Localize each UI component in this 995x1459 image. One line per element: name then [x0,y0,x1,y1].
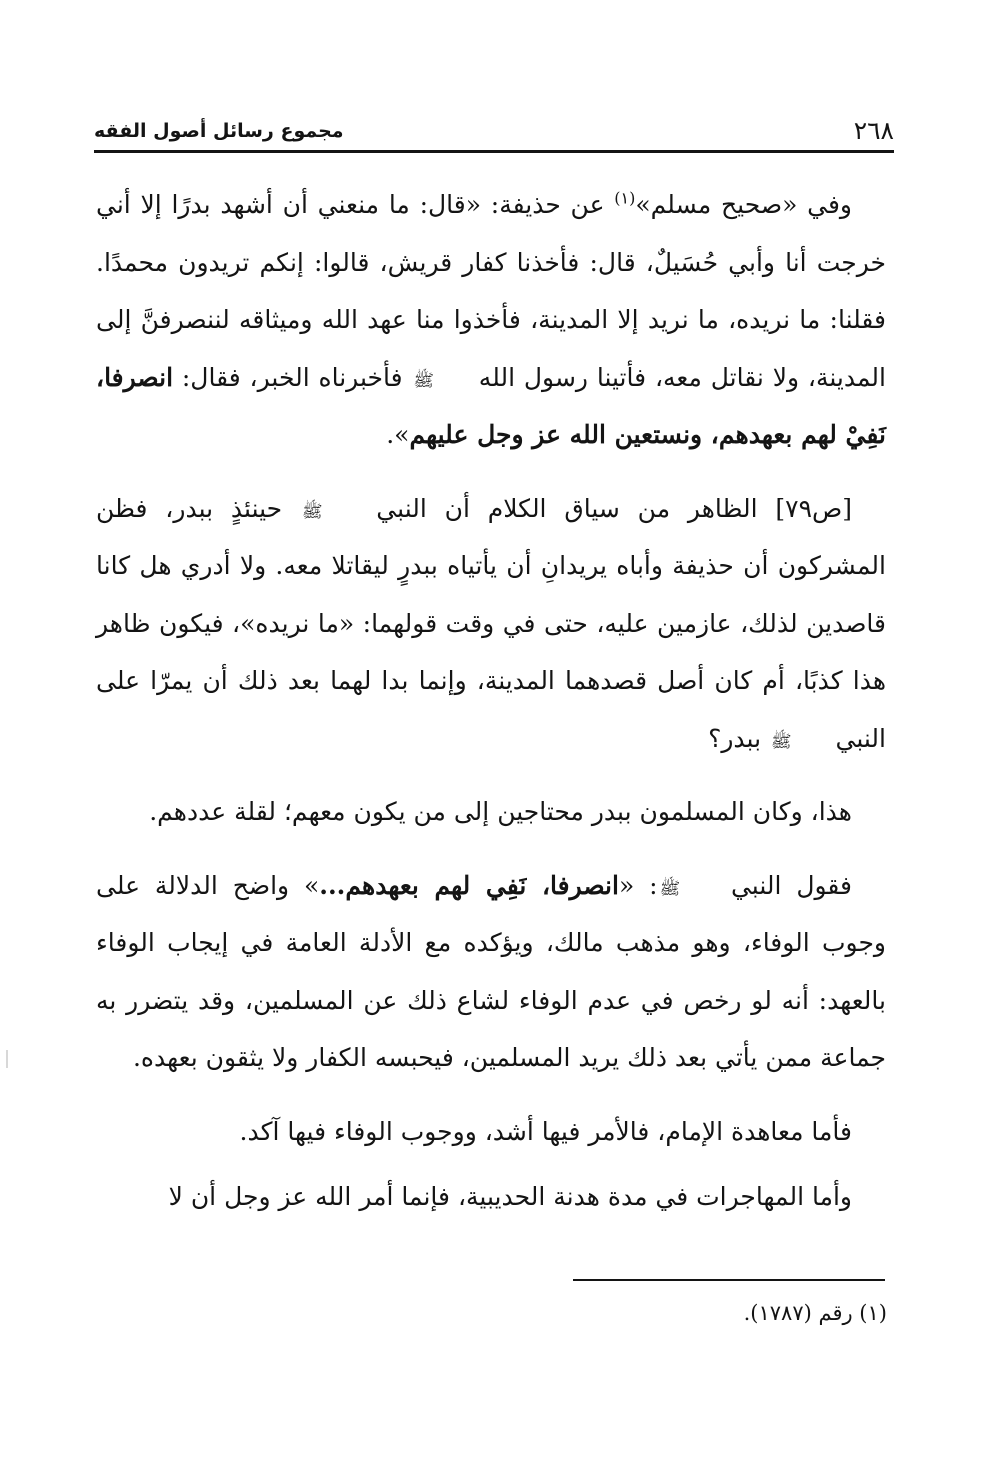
paragraph-1-text-3: فأخبرناه الخبر، فقال: [173,362,412,392]
paragraph-3: هذا، وكان المسلمون ببدر محتاجين إلى من يكون معهم؛ لقلة عددهم. [149,797,852,826]
paragraph-1-end: ». [386,420,410,449]
page-number: ٢٦٨ [853,116,894,145]
paragraph-2-text-2: حينئذٍ ببدر، فظن المشركون أن حذيفة وأباه يريدانِ أن يأتياه ببدرٍ ليقاتلا معه. ولا أدري هل كانا قاصدين لذلك، عازمين عليه، حتى في وقت قولهما: «ما نريده»، فيكون ظاهر هذا كذبًا، أم كان أصل قصدهما المدينة، وإنما بدا لهما بعد ذلك أن يمرّا على النبي [96,493,886,753]
salutation-glyph: ﷺ [413,370,434,391]
salutation-glyph: ﷺ [659,878,681,899]
hadith-quote-bold: انصرفا، نَفِي لهم بعهدهم... [319,870,619,900]
scan-mark [6,1050,8,1068]
header-rule [94,150,894,153]
footnote: (١) رقم (١٧٨٧). [743,1301,887,1325]
paragraph-4-quote-open: : « [618,870,658,900]
paragraph-1-text: وفي «صحيح مسلم» [635,190,852,219]
paragraph-6: وأما المهاجرات في مدة هدنة الحديبية، فإنما أمر الله عز وجل أن لا [168,1182,852,1211]
paragraph-2-text: [ص٧٩] الظاهر من سياق الكلام أن النبي [358,493,852,523]
paragraph-1-text-2: عن حذيفة: «قال: ما منعني أن أشهد بدرًا إلا أني خرجت أنا وأبي حُسَيلٌ، قال: فأخذنا كفار قريش، قالوا: إنكم تريدون محمدًا. فقلنا: ما نريده، ما نريد إلا المدينة، فأخذوا منا عهد الله وميثاقه لننصرفنَّ إلى المدينة، ولا نقاتل معه، فأتينا رسول الله [96,190,886,392]
hadith-quote-bold: انصرفا، نَفِيْ لهم بعهدهم، ونستعين الله عز وجل عليهم [96,362,886,449]
salutation-glyph: ﷺ [301,501,323,522]
paragraph-2 [96,480,886,768]
paragraph-5: فأما معاهدة الإمام، فالأمر فيها أشد، ووجوب الوفاء فيها آكد. [239,1116,852,1146]
paragraph-4-text: فقول النبي [716,870,853,900]
paragraph-4 [96,857,886,1087]
running-title: مجموع رسائل أصول الفقه [94,120,344,142]
paragraph-2-end: ببدر؟ [708,723,770,753]
paragraph-4-end: » واضح الدلالة على وجوب الوفاء، وهو مذهب مالك، ويؤكده مع الأدلة العامة في إيجاب الوفاء بالعهد: أنه لو رخص في عدم الوفاء لشاع ذلك عن المسلمين، وقد يتضرر به جماعة ممن يأتي بعد ذلك يريد المسلمين، فيحبسه الكفار ولا يثقون بعهده. [96,870,886,1072]
footnote-ref[interactable]: (١) [614,188,636,208]
footnote-rule [573,1279,885,1281]
salutation-glyph: ﷺ [771,731,792,752]
paragraph-1 [96,176,886,464]
body-text [96,176,886,1226]
page-header [94,112,894,154]
